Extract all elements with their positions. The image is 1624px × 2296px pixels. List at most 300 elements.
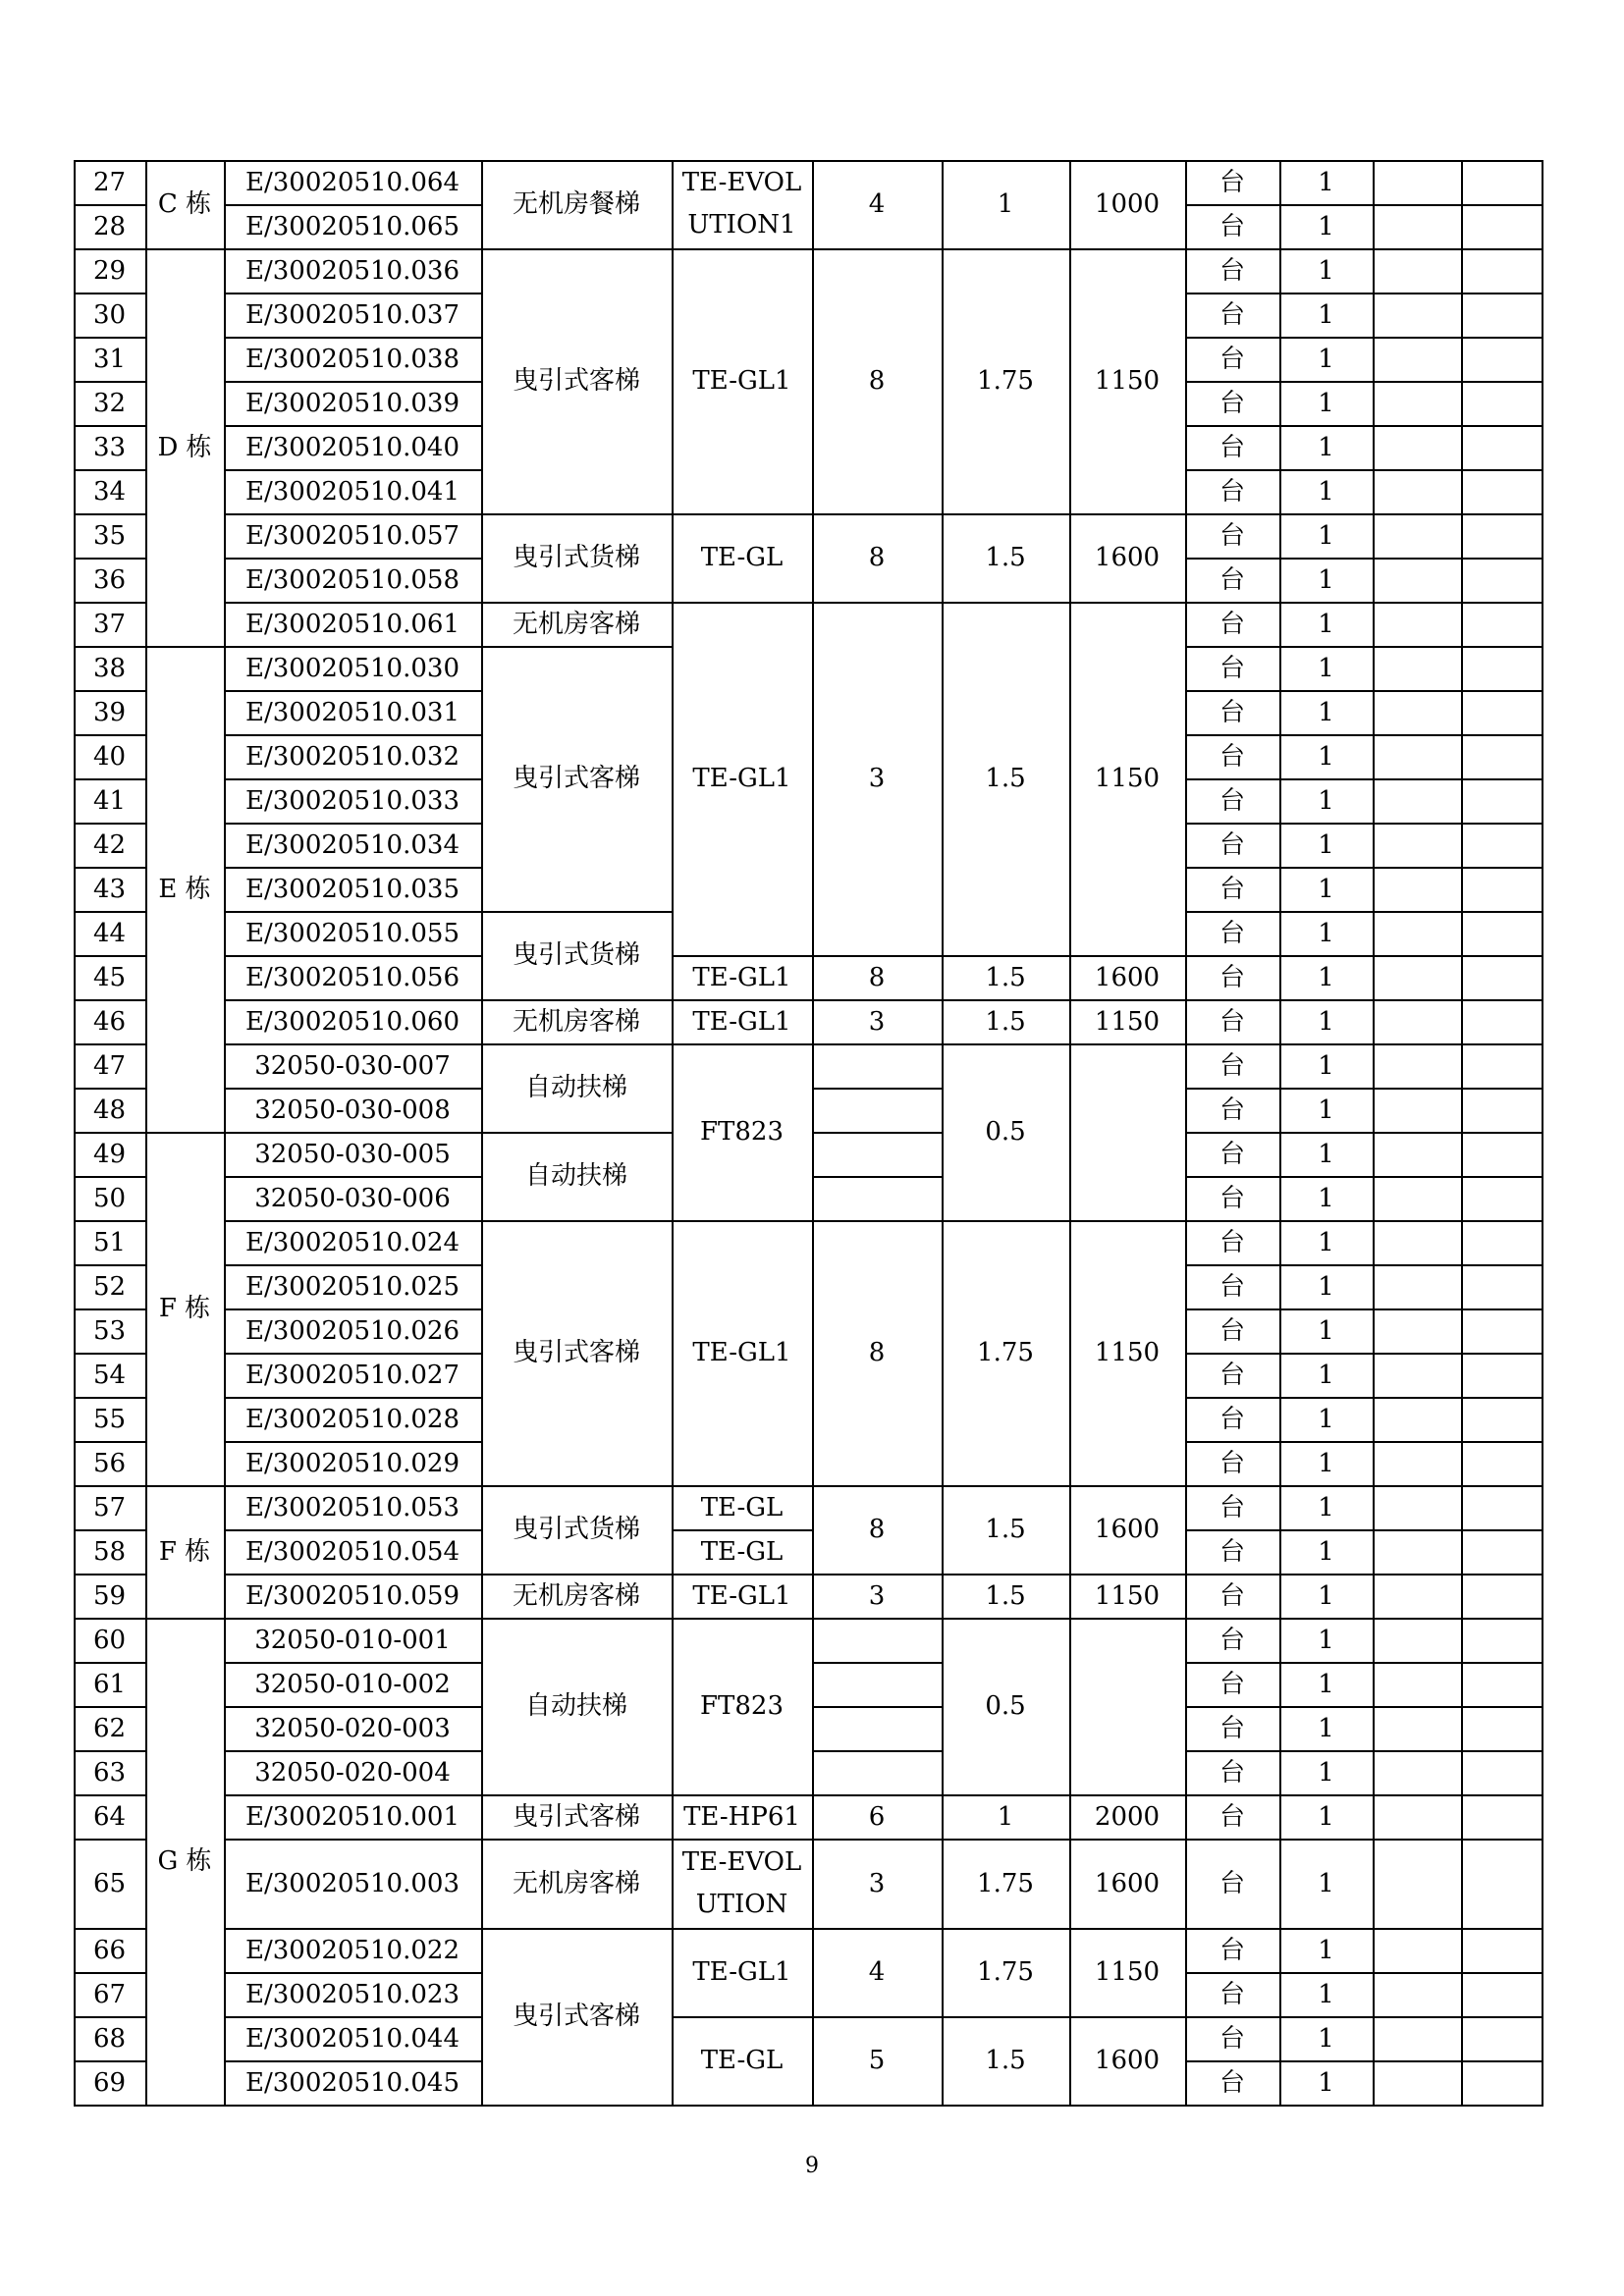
table-rule: [1279, 337, 1375, 339]
equipment-code: E/30020510.001: [245, 1801, 460, 1832]
table-rule: [1461, 1264, 1543, 1266]
table-rule: [1461, 1750, 1543, 1752]
table-rule: [1461, 204, 1543, 206]
table-rule: [1185, 1485, 1281, 1487]
table-rule: [481, 160, 674, 162]
table-rule: [1373, 2105, 1463, 2107]
table-rule: [1279, 1088, 1375, 1090]
table-rule: [1185, 1264, 1281, 1266]
table-rule: [145, 160, 226, 162]
blank-cell: [1373, 1529, 1461, 1574]
blank-cell: [1373, 293, 1461, 337]
table-rule: [1373, 823, 1463, 825]
equipment-code: 32050-010-002: [254, 1669, 451, 1699]
table-rule: [1461, 1574, 1543, 1575]
table-rule: [1069, 1618, 1187, 1620]
table-rule: [1461, 1662, 1543, 1664]
blank-cell: [1461, 425, 1542, 469]
load-cell: 1150: [1094, 1580, 1161, 1611]
table-rule: [224, 1662, 483, 1664]
quantity-cell: 1: [1318, 388, 1334, 418]
unit-cell: 台: [1218, 520, 1245, 551]
table-rule: [74, 2016, 147, 2018]
blank-cell: [1461, 1132, 1542, 1176]
quantity-cell: 1: [1318, 785, 1334, 816]
equipment-code: E/30020510.064: [245, 167, 460, 197]
table-rule: [1185, 425, 1281, 427]
table-rule: [942, 955, 1071, 957]
table-rule: [224, 558, 483, 560]
row-number: 54: [92, 1360, 127, 1390]
blank-cell: [1373, 999, 1461, 1043]
unit-cell: 台: [1218, 1713, 1245, 1743]
table-rule: [1185, 2016, 1281, 2018]
table-rule: [1373, 2016, 1463, 2018]
load-cell: 1150: [1094, 1338, 1161, 1367]
table-rule: [1279, 1397, 1375, 1399]
blank-cell: [1461, 2060, 1542, 2105]
table-rule: [1185, 160, 1187, 2107]
table-rule: [74, 425, 147, 427]
elevator-type-cell: 曳引式客梯: [512, 1338, 640, 1367]
equipment-code: E/30020510.031: [245, 697, 460, 727]
unit-cell: 台: [1218, 1979, 1245, 2009]
table-rule: [1185, 1794, 1281, 1796]
table-rule: [672, 248, 814, 250]
unit-cell: 台: [1218, 1095, 1245, 1125]
equipment-code: E/30020510.025: [245, 1271, 460, 1302]
table-rule: [1279, 1618, 1375, 1620]
speed-cell: 1.5: [985, 764, 1026, 793]
model-cell: TE-GL1: [692, 1580, 791, 1611]
table-rule: [1461, 1397, 1543, 1399]
equipment-code: E/30020510.041: [245, 476, 460, 507]
model-cell: TE-GL: [700, 1536, 784, 1567]
table-rule: [812, 1794, 944, 1796]
table-rule: [672, 955, 814, 957]
row-number: 33: [92, 432, 127, 462]
table-rule: [812, 1750, 944, 1752]
table-rule: [1373, 734, 1463, 736]
table-rule: [74, 823, 147, 825]
floors-cell: [812, 1750, 942, 1794]
table-rule: [1461, 690, 1543, 692]
blank-cell: [1461, 469, 1542, 513]
table-rule: [1279, 867, 1375, 869]
blank-cell: [1461, 1397, 1542, 1441]
table-rule: [1461, 425, 1543, 427]
speed-cell: 1.5: [985, 962, 1026, 992]
blank-cell: [1461, 1088, 1542, 1132]
row-number: 62: [92, 1713, 127, 1743]
table-rule: [1279, 2016, 1375, 2018]
quantity-cell: 1: [1318, 2023, 1334, 2054]
table-rule: [1461, 911, 1543, 913]
table-rule: [1185, 160, 1281, 162]
quantity-cell: 1: [1318, 344, 1334, 374]
elevator-type-cell: 无机房客梯: [512, 1868, 640, 1898]
table-rule: [1373, 1706, 1463, 1708]
quantity-cell: 1: [1318, 1935, 1334, 1965]
table-rule: [224, 1839, 483, 1841]
table-rule: [74, 1264, 147, 1266]
load-cell: 1600: [1094, 2046, 1161, 2075]
table-rule: [942, 1043, 1071, 1045]
quantity-cell: 1: [1318, 1271, 1334, 1302]
table-rule: [74, 1662, 147, 1664]
equipment-code: E/30020510.030: [245, 653, 460, 683]
table-rule: [812, 2016, 944, 2018]
table-rule: [1279, 469, 1375, 471]
row-number: 34: [92, 476, 127, 507]
equipment-code: 32050-020-003: [254, 1713, 451, 1743]
elevator-type-cell: 无机房客梯: [512, 609, 640, 639]
unit-cell: 台: [1218, 962, 1245, 992]
table-rule: [74, 602, 147, 604]
table-rule: [942, 1485, 1071, 1487]
table-rule: [1461, 955, 1543, 957]
table-rule: [224, 690, 483, 692]
table-rule: [224, 1618, 483, 1620]
blank-cell: [1461, 999, 1542, 1043]
table-rule: [1279, 1794, 1375, 1796]
table-rule: [812, 1928, 944, 1930]
unit-cell: 台: [1218, 1139, 1245, 1169]
row-number: 45: [92, 962, 127, 992]
table-rule: [74, 911, 147, 913]
unit-cell: 台: [1218, 1360, 1245, 1390]
table-rule: [1185, 1308, 1281, 1310]
equipment-code: E/30020510.058: [245, 564, 460, 595]
load-cell: [1069, 1618, 1185, 1794]
floors-cell: [812, 1706, 942, 1750]
table-rule: [942, 1794, 1071, 1796]
table-rule: [1185, 1220, 1281, 1222]
table-rule: [74, 1839, 147, 1841]
table-rule: [1185, 867, 1281, 869]
blank-cell: [1373, 1839, 1461, 1928]
table-rule: [1185, 1176, 1281, 1178]
table-rule: [1461, 1441, 1543, 1443]
row-number: 63: [92, 1757, 127, 1788]
blank-cell: [1373, 248, 1461, 293]
table-rule: [942, 1220, 1071, 1222]
table-rule: [1461, 160, 1463, 2107]
blank-cell: [1373, 867, 1461, 911]
table-rule: [1069, 2016, 1187, 2018]
model-cell: TE-EVOL UTION: [681, 1846, 802, 1919]
blank-cell: [1373, 1043, 1461, 1088]
table-rule: [1373, 1972, 1463, 1974]
table-rule: [1185, 690, 1281, 692]
equipment-code: E/30020510.056: [245, 962, 460, 992]
row-number: 44: [92, 918, 127, 948]
row-number: 52: [92, 1271, 127, 1302]
table-rule: [1279, 381, 1375, 383]
table-rule: [481, 2105, 674, 2107]
table-rule: [224, 602, 483, 604]
model-cell: TE-HP61: [683, 1801, 800, 1832]
unit-cell: 台: [1218, 829, 1245, 860]
quantity-cell: 1: [1318, 1536, 1334, 1567]
blank-cell: [1373, 1353, 1461, 1397]
blank-cell: [1373, 1088, 1461, 1132]
quantity-cell: 1: [1318, 1139, 1334, 1169]
table-rule: [1373, 1088, 1463, 1090]
table-rule: [1279, 602, 1375, 604]
row-number: 67: [92, 1979, 127, 2009]
equipment-code: E/30020510.065: [245, 211, 460, 241]
speed-cell: 0.5: [985, 1117, 1026, 1147]
equipment-code: E/30020510.059: [245, 1580, 460, 1611]
equipment-code: E/30020510.034: [245, 829, 460, 860]
floors-cell: 8: [868, 1338, 886, 1367]
table-rule: [74, 204, 147, 206]
table-rule: [672, 513, 814, 515]
table-rule: [145, 1618, 226, 1620]
table-rule: [1279, 1176, 1375, 1178]
row-number: 47: [92, 1050, 127, 1081]
floors-cell: 3: [868, 1006, 886, 1037]
row-number: 69: [92, 2067, 127, 2098]
table-rule: [224, 1043, 483, 1045]
table-rule: [74, 2060, 147, 2062]
blank-cell: [1461, 1794, 1542, 1839]
table-rule: [1542, 160, 1543, 2107]
table-rule: [1279, 734, 1375, 736]
blank-cell: [1461, 1839, 1542, 1928]
table-rule: [942, 1839, 1071, 1841]
model-cell: TE-GL1: [692, 1957, 791, 1987]
model-cell: TE-GL1: [692, 764, 791, 793]
table-rule: [224, 999, 483, 1001]
blank-cell: [1373, 1264, 1461, 1308]
blank-cell: [1461, 204, 1542, 248]
table-rule: [1461, 1928, 1543, 1930]
blank-cell: [1461, 1574, 1542, 1618]
row-number: 40: [92, 741, 127, 772]
equipment-code: E/30020510.055: [245, 918, 460, 948]
table-rule: [224, 2016, 483, 2018]
table-rule: [672, 1485, 814, 1487]
blank-cell: [1461, 558, 1542, 602]
table-rule: [481, 1794, 674, 1796]
quantity-cell: 1: [1318, 1625, 1334, 1655]
table-rule: [1461, 513, 1543, 515]
table-rule: [1185, 1706, 1281, 1708]
blank-cell: [1373, 1176, 1461, 1220]
table-rule: [224, 2105, 483, 2107]
table-rule: [942, 248, 1071, 250]
table-rule: [481, 1839, 674, 1841]
table-rule: [74, 337, 147, 339]
row-number: 46: [92, 1006, 127, 1037]
table-rule: [1373, 1574, 1463, 1575]
table-rule: [672, 1574, 814, 1575]
blank-cell: [1461, 911, 1542, 955]
quantity-cell: 1: [1318, 1580, 1334, 1611]
table-rule: [1373, 1441, 1463, 1443]
equipment-code: E/30020510.038: [245, 344, 460, 374]
table-rule: [812, 1485, 944, 1487]
equipment-code: E/30020510.032: [245, 741, 460, 772]
floors-cell: [812, 1176, 942, 1220]
table-rule: [481, 1485, 674, 1487]
unit-cell: 台: [1218, 1536, 1245, 1567]
elevator-type-cell: 无机房客梯: [512, 1580, 640, 1611]
table-rule: [74, 1529, 147, 1531]
table-rule: [224, 381, 483, 383]
blank-cell: [1373, 1750, 1461, 1794]
unit-cell: 台: [1218, 388, 1245, 418]
equipment-code: 32050-030-008: [254, 1095, 451, 1125]
table-rule: [1279, 646, 1375, 648]
unit-cell: 台: [1218, 1271, 1245, 1302]
table-rule: [1373, 778, 1463, 780]
floors-cell: 5: [868, 2046, 886, 2075]
table-rule: [812, 513, 944, 515]
table-rule: [942, 1574, 1071, 1575]
model-cell: FT823: [699, 1117, 784, 1147]
equipment-code: E/30020510.054: [245, 1536, 460, 1567]
table-rule: [1069, 248, 1187, 250]
model-cell: TE-GL1: [692, 1006, 791, 1037]
building-cell: F 栋: [158, 1294, 211, 1323]
model-cell: TE-GL: [700, 2046, 784, 2075]
table-rule: [1373, 204, 1463, 206]
table-rule: [1185, 1972, 1281, 1974]
table-rule: [1461, 1972, 1543, 1974]
quantity-cell: 1: [1318, 1801, 1334, 1832]
blank-cell: [1373, 1706, 1461, 1750]
table-rule: [1373, 1176, 1463, 1178]
load-cell: 1000: [1094, 189, 1161, 219]
table-rule: [1279, 1972, 1375, 1974]
table-rule: [1461, 646, 1543, 648]
equipment-code: 32050-010-001: [254, 1625, 451, 1655]
table-rule: [942, 602, 1071, 604]
unit-cell: 台: [1218, 432, 1245, 462]
speed-cell: 1: [997, 189, 1014, 219]
unit-cell: 台: [1218, 609, 1245, 639]
unit-cell: 台: [1218, 1935, 1245, 1965]
blank-cell: [1461, 1220, 1542, 1264]
table-rule: [74, 558, 147, 560]
blank-cell: [1373, 1308, 1461, 1353]
floors-cell: 8: [868, 1515, 886, 1544]
table-rule: [1279, 1132, 1375, 1134]
table-rule: [224, 1928, 483, 1930]
table-rule: [1279, 1529, 1375, 1531]
table-rule: [1373, 1662, 1463, 1664]
table-rule: [145, 248, 226, 250]
floors-cell: [812, 1618, 942, 1662]
table-rule: [74, 867, 147, 869]
table-rule: [812, 602, 944, 604]
table-rule: [812, 1043, 944, 1045]
table-rule: [1069, 1794, 1187, 1796]
blank-cell: [1373, 734, 1461, 778]
table-rule: [1185, 1397, 1281, 1399]
equipment-code: E/30020510.036: [245, 255, 460, 286]
quantity-cell: 1: [1318, 520, 1334, 551]
unit-cell: 台: [1218, 874, 1245, 904]
table-rule: [1373, 293, 1463, 294]
quantity-cell: 1: [1318, 918, 1334, 948]
table-rule: [1461, 867, 1543, 869]
equipment-code: E/30020510.033: [245, 785, 460, 816]
blank-cell: [1373, 1441, 1461, 1485]
blank-cell: [1373, 1132, 1461, 1176]
blank-cell: [1373, 1662, 1461, 1706]
table-rule: [224, 1574, 483, 1575]
blank-cell: [1373, 2016, 1461, 2060]
floors-cell: 8: [868, 366, 886, 396]
blank-cell: [1461, 955, 1542, 999]
table-rule: [1279, 2060, 1375, 2062]
table-rule: [74, 381, 147, 383]
table-rule: [812, 1574, 944, 1575]
table-rule: [942, 160, 944, 2107]
blank-cell: [1373, 690, 1461, 734]
table-rule: [1373, 690, 1463, 692]
table-rule: [1373, 1397, 1463, 1399]
row-number: 43: [92, 874, 127, 904]
quantity-cell: 1: [1318, 1404, 1334, 1434]
quantity-cell: 1: [1318, 1095, 1334, 1125]
quantity-cell: 1: [1318, 1227, 1334, 1257]
equipment-code: E/30020510.003: [245, 1868, 460, 1898]
table-rule: [1069, 513, 1187, 515]
table-rule: [74, 469, 147, 471]
table-rule: [1373, 1220, 1463, 1222]
table-rule: [1185, 1043, 1281, 1045]
unit-cell: 台: [1218, 1404, 1245, 1434]
table-rule: [1069, 1839, 1187, 1841]
unit-cell: 台: [1218, 1448, 1245, 1478]
equipment-code: 32050-030-007: [254, 1050, 451, 1081]
blank-cell: [1461, 1972, 1542, 2016]
table-rule: [1279, 1043, 1375, 1045]
blank-cell: [1461, 1264, 1542, 1308]
table-rule: [1279, 1750, 1375, 1752]
row-number: 61: [92, 1669, 127, 1699]
blank-cell: [1461, 823, 1542, 867]
blank-cell: [1461, 646, 1542, 690]
table-rule: [1279, 204, 1375, 206]
elevator-type-cell: 曳引式货梯: [512, 940, 640, 970]
unit-cell: 台: [1218, 918, 1245, 948]
table-rule: [224, 1397, 483, 1399]
table-rule: [1461, 1088, 1543, 1090]
floors-cell: [812, 1088, 942, 1132]
table-rule: [1185, 469, 1281, 471]
table-rule: [1461, 1618, 1543, 1620]
quantity-cell: 1: [1318, 1868, 1334, 1898]
table-rule: [481, 1220, 674, 1222]
table-rule: [942, 2105, 1071, 2107]
table-rule: [1279, 160, 1281, 2107]
table-rule: [1373, 1618, 1463, 1620]
table-rule: [1279, 778, 1375, 780]
table-rule: [1069, 1220, 1187, 1222]
table-rule: [1461, 1485, 1543, 1487]
table-rule: [942, 1618, 1071, 1620]
unit-cell: 台: [1218, 1183, 1245, 1213]
table-rule: [481, 1043, 674, 1045]
unit-cell: 台: [1218, 299, 1245, 330]
table-rule: [74, 293, 147, 294]
